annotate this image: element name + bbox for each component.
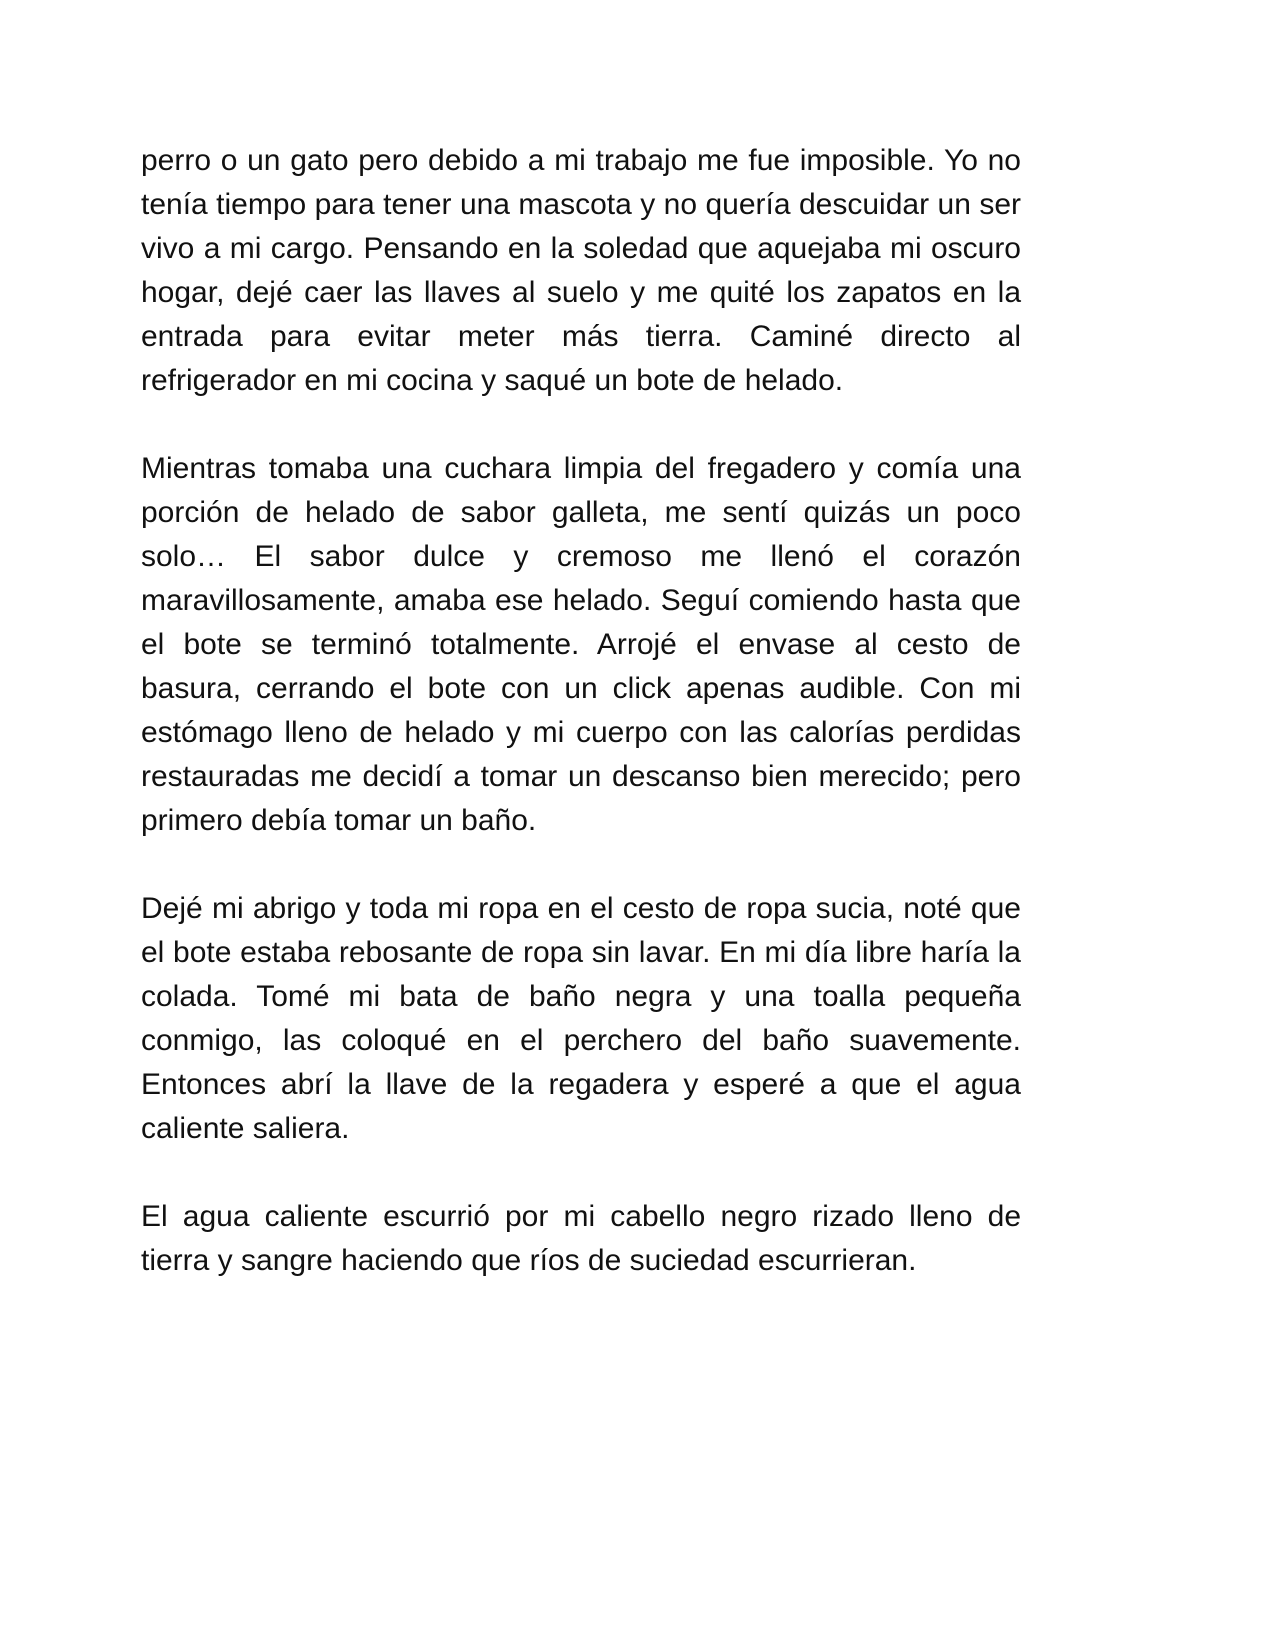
paragraph-4: El agua caliente escurrió por mi cabello negro rizado lleno de tierra y sangre haciendo que ríos de suciedad escurrieran.	[141, 1200, 1021, 1277]
paragraph-2: Mientras tomaba una cuchara limpia del fregadero y comía una porción de helado de sabor galleta, me sentí quizás un poco solo… El sabor dulce y cremoso me llenó el corazón maravillosamente, amaba ese helado. Seguí comiendo hasta que el bote se terminó totalmente. Arrojé el envase al cesto de basura, cerrando el bote con un click apenas audible. Con mi estómago lleno de helado y mi cuerpo con las calorías perdidas restauradas me decidí a tomar un descanso bien merecido; pero primero debía tomar un baño.	[141, 452, 1021, 837]
paragraph-1: perro o un gato pero debido a mi trabajo me fue imposible. Yo no tenía tiempo para tener una mascota y no quería descuidar un ser vivo a mi cargo. Pensando en la soledad que aquejaba mi oscuro hogar, dejé caer las llaves al suelo y me quité los zapatos en la entrada para evitar meter más tierra. Caminé directo al refrigerador en mi cocina y saqué un bote de helado.	[141, 144, 1021, 397]
body-text	[141, 139, 1021, 1283]
paragraph-3: Dejé mi abrigo y toda mi ropa en el cesto de ropa sucia, noté que el bote estaba rebosante de ropa sin lavar. En mi día libre haría la colada. Tomé mi bata de baño negra y una toalla pequeña conmigo, las coloqué en el perchero del baño suavemente. Entonces abrí la llave de la regadera y esperé a que el agua caliente saliera.	[141, 892, 1021, 1145]
